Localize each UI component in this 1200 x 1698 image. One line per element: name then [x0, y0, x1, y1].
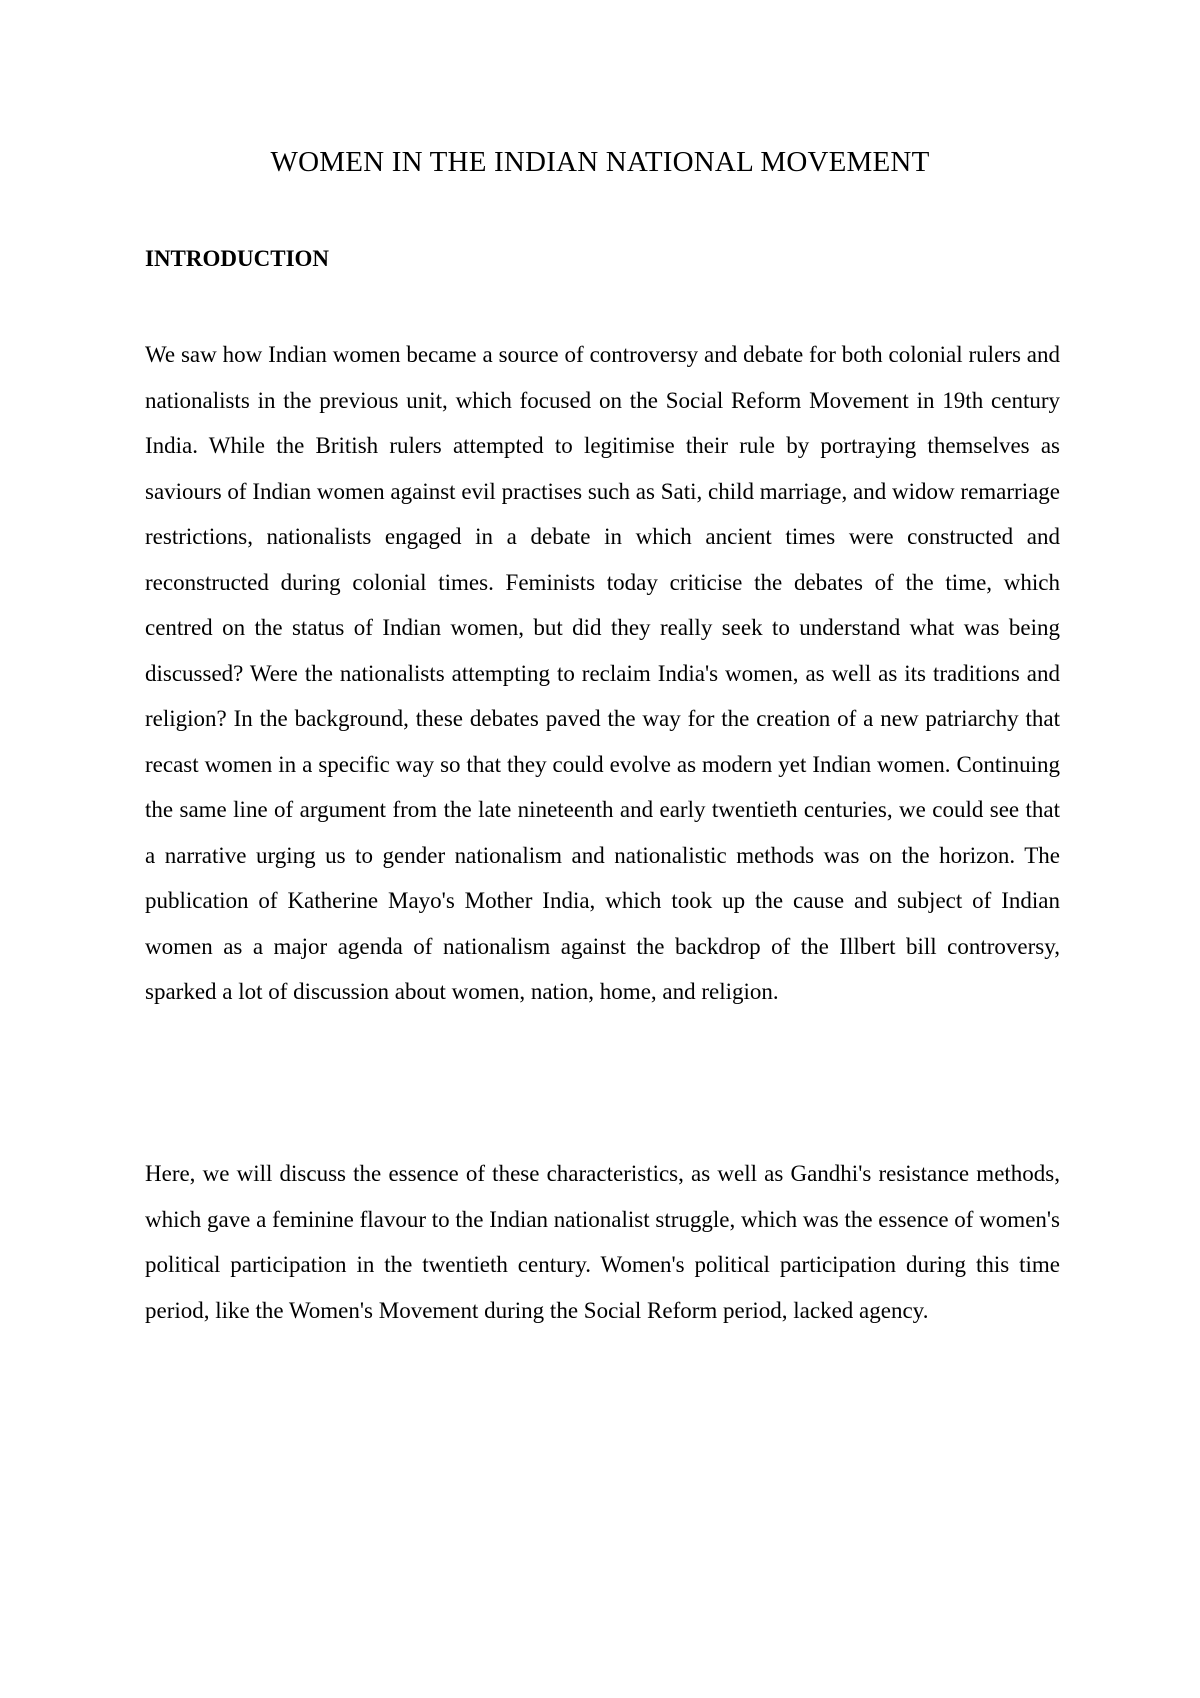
section-heading-introduction: INTRODUCTION [145, 246, 330, 271]
paragraph-1: We saw how Indian women became a source of controversy and debate for both colonial rulers and nationalists in the previous unit, which focused on the Social Reform Movement in 19th century India. While the British rulers attempted to legitimise their rule by portraying themselves as saviours of Indian women against evil practises such as Sati, child marriage, and widow remarriage restrictions, nationalists engaged in a debate in which ancient times were constructed and reconstructed during colonial times. Feminists today criticise the debates of the time, which centred on the status of Indian women, but did they really seek to understand what was being discussed? Were the nationalists attempting to reclaim India's women, as well as its traditions and religion? In the background, these debates paved the way for the creation of a new patriarchy that recast women in a specific way so that they could evolve as modern yet Indian women. Continuing the same line of argument from the late nineteenth and early twentieth centuries, we could see that a narrative urging us to gender nationalism and nationalistic methods was on the horizon. The publication of Katherine Mayo's Mother India, which took up the cause and subject of Indian women as a major agenda of nationalism against the backdrop of the Illbert bill controversy, sparked a lot of discussion about women, nation, home, and religion. [145, 342, 1060, 1004]
document-title: WOMEN IN THE INDIAN NATIONAL MOVEMENT [270, 146, 930, 178]
paragraph-2: Here, we will discuss the essence of these characteristics, as well as Gandhi's resistance methods, which gave a feminine flavour to the Indian nationalist struggle, which was the essence of women's political participation in the twentieth century. Women's political participation during this time period, like the Women's Movement during the Social Reform period, lacked agency. [145, 1161, 1060, 1323]
